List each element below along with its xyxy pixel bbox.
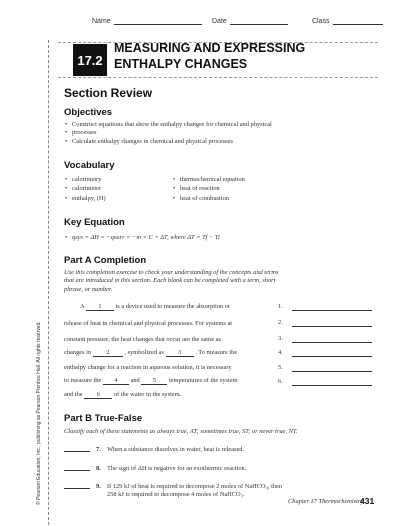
answer-line-3[interactable] xyxy=(292,342,372,343)
answer-line-4[interactable] xyxy=(292,356,372,357)
name-field[interactable]: Name xyxy=(92,18,202,25)
item-number: 8. xyxy=(96,465,101,472)
divider xyxy=(58,77,378,78)
answer-number: 1. xyxy=(278,303,283,310)
vocab-term: • heat of reaction xyxy=(180,185,220,193)
class-field[interactable]: Class xyxy=(312,18,383,25)
objective-item: • Construct equations that show the enthalpy changes for chemical and physical xyxy=(72,121,272,129)
answer-line-9[interactable] xyxy=(64,488,90,489)
part-b-heading: Part B True-False xyxy=(64,413,143,424)
blank-6[interactable]: 6 xyxy=(84,391,112,399)
vocab-term: • thermochemical equation xyxy=(180,176,245,184)
completion-line: constant pressure, the heat changes that occur are the same as xyxy=(64,336,222,343)
part-a-heading: Part A Completion xyxy=(64,255,147,266)
answer-line-7[interactable] xyxy=(64,451,90,452)
objective-item: • Calculate enthalpy changes in chemical and physical processes xyxy=(72,138,233,146)
completion-line: enthalpy change for a reaction in aqueous solution, it is necessary xyxy=(64,364,232,371)
answer-line-6[interactable] xyxy=(292,385,372,386)
statement-text: The sign of ΔH is negative for an exothermic reaction. xyxy=(107,465,247,472)
part-b-instructions: Classify each of these statements as always true, AT; sometimes true, ST; or never true, NT. xyxy=(64,428,298,435)
vocab-term: • calorimetry xyxy=(72,176,101,184)
section-review-heading: Section Review xyxy=(64,86,153,100)
blank-5[interactable]: 5 xyxy=(141,377,167,385)
answer-line-8[interactable] xyxy=(64,470,90,471)
objectives-heading: Objectives xyxy=(64,107,113,118)
answer-line-1[interactable] xyxy=(292,310,372,311)
vocab-term: • heat of combustion xyxy=(180,195,229,203)
part-a-instructions: Use this completion exercise to check your understanding of the concepts and terms that are introduced in this section. Each blank can be completed with a term, short phrase, or number. xyxy=(64,269,279,293)
vocab-term: • calorimeter xyxy=(72,185,101,193)
answer-number: 2. xyxy=(278,319,283,326)
page-number: 431 xyxy=(360,496,375,506)
blank-3[interactable]: 3 xyxy=(166,349,194,357)
section-title: MEASURING AND EXPRESSING ENTHALPY CHANGES xyxy=(114,41,306,71)
answer-line-5[interactable] xyxy=(292,371,372,372)
answer-number: 4. xyxy=(278,349,283,356)
statement-text: When a substance dissolves in water, heat is released. xyxy=(107,446,245,453)
completion-line: A 1 is a device used to measure the absorption or xyxy=(80,303,231,310)
copyright-notice: © Pearson Education, Inc., publishing as Pearson Prentice Hall. All rights reserved. xyxy=(36,321,42,505)
key-equation: • qsys = ΔH = −qsurr = −m × C × ΔT, where ΔT = Tf − Ti xyxy=(72,234,220,242)
item-number: 9. xyxy=(96,483,101,490)
section-number-badge: 17.2 xyxy=(73,44,107,76)
blank-4[interactable]: 4 xyxy=(103,377,129,385)
statement-text: If 129 kJ of heat is required to decompose 2 moles of NaHCO₃, then 258 kJ is required to decompose 4 moles of NaHCO₃. xyxy=(107,483,283,498)
completion-line: and the 6 of the water in the system. xyxy=(64,391,182,398)
completion-line: changes in 2 , symbolized as 3 . To measure the xyxy=(64,349,238,356)
answer-line-2[interactable] xyxy=(292,326,372,327)
completion-line: release of heat in chemical and physical processes. For systems at xyxy=(64,320,233,327)
chapter-footer: Chapter 17 Thermochemistry xyxy=(288,498,364,505)
date-field[interactable]: Date xyxy=(212,18,288,25)
item-number: 7. xyxy=(96,446,101,453)
blank-1[interactable]: 1 xyxy=(86,303,114,311)
answer-number: 6. xyxy=(278,378,283,385)
margin-guide xyxy=(48,40,49,526)
blank-2[interactable]: 2 xyxy=(93,349,123,357)
objective-item-continued: • processes xyxy=(72,129,97,137)
completion-line: to measure the 4 and 5 temperatures of the system xyxy=(64,377,238,384)
answer-number: 3. xyxy=(278,335,283,342)
answer-number: 5. xyxy=(278,364,283,371)
key-equation-heading: Key Equation xyxy=(64,217,125,228)
vocab-term: • enthalpy, (H) xyxy=(72,195,106,203)
vocabulary-heading: Vocabulary xyxy=(64,160,115,171)
